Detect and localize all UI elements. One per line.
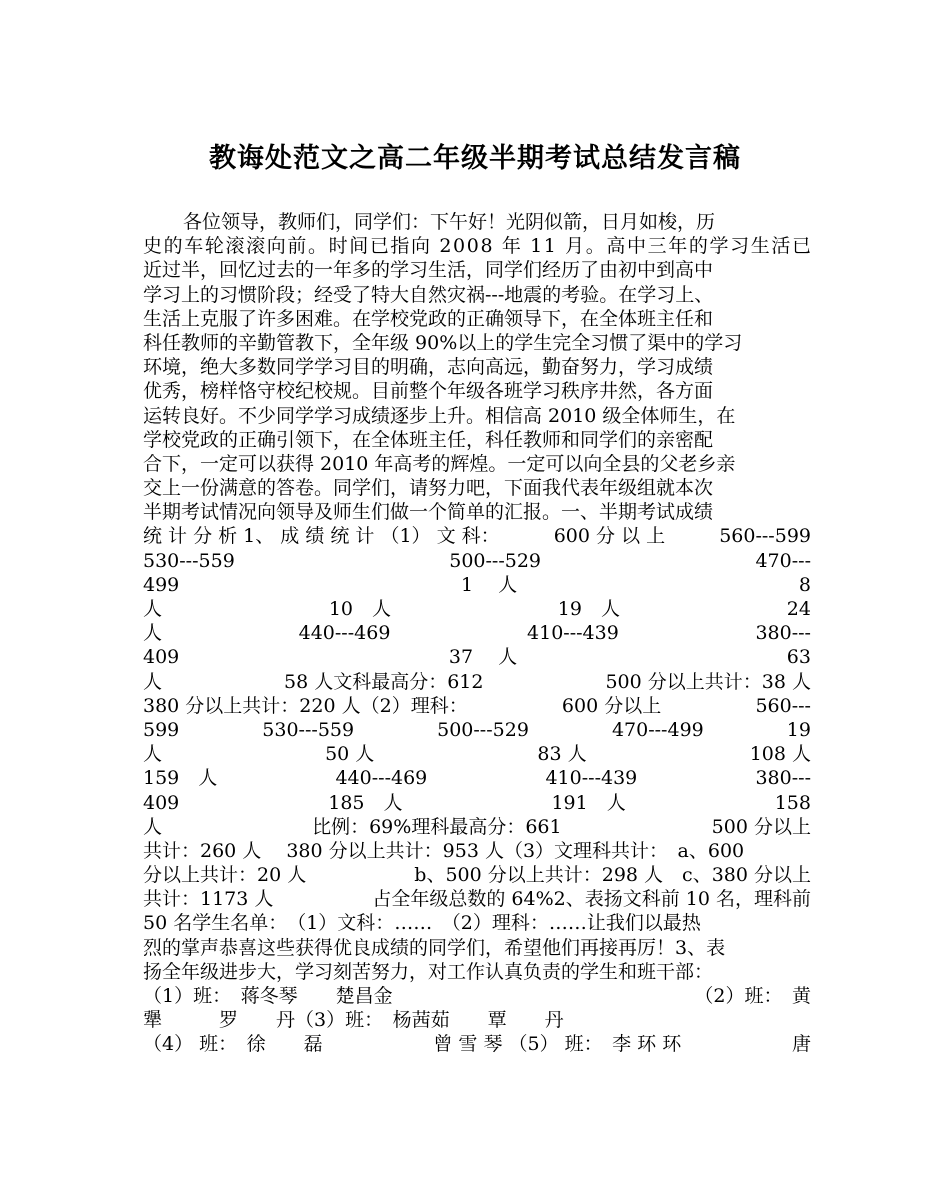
text-line: [143, 476, 811, 500]
text-line: [143, 887, 811, 911]
text-line: [143, 766, 811, 790]
text-segment: 500 分以上共计：38 人: [605, 670, 811, 693]
text-segment: （2）班： 黄: [694, 985, 811, 1007]
document-title: 教诲处范文之高二年级半期考试总结发言稿: [209, 143, 741, 174]
text-segment: 统 计 分 析 1、 成 绩 统 计 （1） 文 科：: [143, 525, 500, 548]
text-line: [143, 1032, 811, 1056]
text-line: [143, 331, 811, 355]
text-segment: 158: [774, 791, 811, 814]
text-segment: （1）班： 蒋冬琴 楚昌金: [143, 985, 393, 1007]
text-segment: 优秀，榜样恪守校纪校规。目前整个年级各班学习秩序井然，各方面: [143, 380, 714, 403]
text-line: [143, 355, 811, 379]
text-segment: 500---529: [449, 549, 542, 572]
text-line: [143, 670, 811, 694]
text-line: [143, 500, 811, 524]
text-segment: 运转良好。不少同学学习成绩逐步上升。相信高 2010 级全体师生，在: [143, 404, 736, 427]
text-line: [143, 404, 811, 428]
text-segment: 380 分以上共计：220 人（2）理科：: [143, 694, 468, 717]
text-segment: 530---559: [143, 549, 235, 572]
text-segment: 37 人: [448, 646, 518, 669]
text-segment: 曾 雪 琴 （5） 班： 李 环 环: [433, 1033, 682, 1056]
text-segment: 410---439: [527, 622, 619, 645]
text-segment: 600 分以上: [561, 694, 662, 717]
text-segment: 人: [143, 622, 163, 645]
text-line: [143, 791, 811, 815]
text-line: [143, 258, 811, 282]
text-line: [143, 839, 811, 863]
text-segment: 生活上克服了许多困难。在学校党政的正确领导下，在全体班主任和: [143, 307, 714, 330]
text-segment: 科任教师的辛勤管教下，全年级 90%以上的学生完全习惯了渠中的学习: [143, 331, 743, 354]
text-segment: 人: [143, 743, 163, 766]
text-line: [143, 573, 811, 597]
text-segment: 470---499: [611, 718, 704, 741]
text-segment: 380---: [755, 622, 811, 645]
text-segment: 440---469: [298, 622, 391, 645]
text-segment: 学习上的习惯阶段；经受了特大自然灾祸---地震的考验。在学习上、: [143, 283, 714, 306]
text-segment: 409: [143, 646, 180, 669]
text-segment: 499: [143, 573, 180, 596]
text-segment: 185 人: [328, 791, 403, 814]
text-line: [143, 597, 811, 621]
text-segment: 108 人: [749, 743, 811, 766]
text-line: [143, 936, 811, 960]
text-segment: 合下，一定可以获得 2010 年高考的辉煌。一定可以向全县的父老乡亲: [143, 452, 736, 475]
text-line: [143, 911, 811, 935]
text-segment: 440---469: [335, 767, 428, 790]
text-segment: 560---: [755, 694, 811, 717]
text-segment: 比例：69%理科最高分：661: [312, 815, 562, 838]
text-line: [143, 815, 811, 839]
document-body: [143, 210, 811, 1057]
text-line: [143, 452, 811, 476]
text-line: [143, 621, 811, 645]
text-segment: 占全年级总数的 64%2、表扬文科前 10 名，理科前: [372, 888, 811, 911]
text-segment: 交上一份满意的答卷。同学们，请努力吧，下面我代表年级组就本次: [143, 477, 714, 500]
text-segment: 共计：260 人 380 分以上共计：953 人（3）文理科共计： a、600: [143, 839, 745, 862]
text-line: [143, 549, 811, 573]
text-segment: 58 人文科最高分：612: [284, 670, 484, 693]
text-segment: 人: [143, 670, 163, 693]
text-segment: 半期考试情况向领导及师生们做一个简单的汇报。一、半期考试成绩: [143, 501, 714, 524]
text-segment: （4） 班： 徐 磊: [143, 1033, 323, 1056]
text-segment: 1 人: [461, 573, 518, 596]
text-line: [143, 863, 811, 887]
text-segment: 8: [798, 573, 811, 596]
text-segment: 扬全年级进步大，学习刻苦努力，对工作认真负责的学生和班干部：: [143, 960, 714, 983]
text-segment: 409: [143, 791, 180, 814]
text-segment: 470---: [755, 549, 811, 572]
text-segment: 24: [786, 598, 811, 620]
text-line: [143, 524, 811, 548]
text-line: [143, 718, 811, 742]
text-segment: 犟 罗 丹（3）班： 杨茜茹 覃 丹: [143, 1009, 564, 1032]
text-segment: 环境，绝大多数同学学习目的明确，志向高远，勤奋努力，学习成绩: [143, 356, 714, 379]
text-segment: 191 人: [551, 791, 626, 814]
text-segment: 50 人: [325, 743, 375, 766]
text-segment: 10 人: [328, 598, 391, 620]
text-segment: 学校党政的正确引领下，在全体班主任，科任教师和同学们的亲密配: [143, 428, 714, 451]
text-segment: 19: [786, 718, 811, 741]
text-segment: 19 人: [557, 598, 620, 620]
text-segment: 人: [143, 815, 163, 838]
text-segment: 分以上共计：20 人: [143, 864, 307, 887]
text-line: [143, 1008, 811, 1032]
text-line: [143, 210, 811, 234]
text-line: [143, 428, 811, 452]
text-segment: 530---559: [262, 718, 355, 741]
text-segment: 63: [786, 646, 811, 669]
text-segment: 烈的掌声恭喜这些获得优良成绩的同学们，希望他们再接再厉！3、表: [143, 936, 726, 959]
text-segment: 560---599: [719, 525, 811, 548]
text-segment: 380---: [755, 767, 811, 790]
text-line: [143, 307, 811, 331]
text-segment: 599: [143, 718, 180, 741]
text-segment: 近过半，回忆过去的一年多的学习生活，同学们经历了由初中到高中: [143, 259, 714, 282]
text-segment: 83 人: [537, 743, 587, 766]
text-line: [143, 645, 811, 669]
text-segment: 410---439: [545, 767, 638, 790]
text-segment: b、500 分以上共计：298 人 c、380 分以上: [414, 864, 811, 887]
text-line: [143, 694, 811, 718]
text-line: [143, 283, 811, 307]
text-segment: 600 分 以 上: [553, 525, 666, 548]
text-segment: 共计：1173 人: [143, 888, 274, 911]
text-segment: 500 分以上: [711, 815, 811, 838]
text-segment: 人: [143, 598, 163, 620]
text-line: [143, 984, 811, 1008]
text-line: [143, 742, 811, 766]
text-line: [143, 234, 811, 258]
text-segment: 500---529: [437, 718, 529, 741]
text-segment: 史的车轮滚滚向前。时间已指向 2008 年 11 月。高中三年的学习生活已: [143, 235, 813, 258]
text-segment: 唐: [791, 1033, 811, 1056]
text-line: [143, 379, 811, 403]
text-line: [143, 960, 811, 984]
text-segment: 159 人: [143, 767, 218, 790]
text-segment: 50 名学生名单： （1）文科：…… （2）理科：……让我们以最热: [143, 912, 701, 935]
text-segment: 各位领导，教师们，同学们：下午好！光阴似箭，日月如梭，历: [183, 211, 716, 233]
